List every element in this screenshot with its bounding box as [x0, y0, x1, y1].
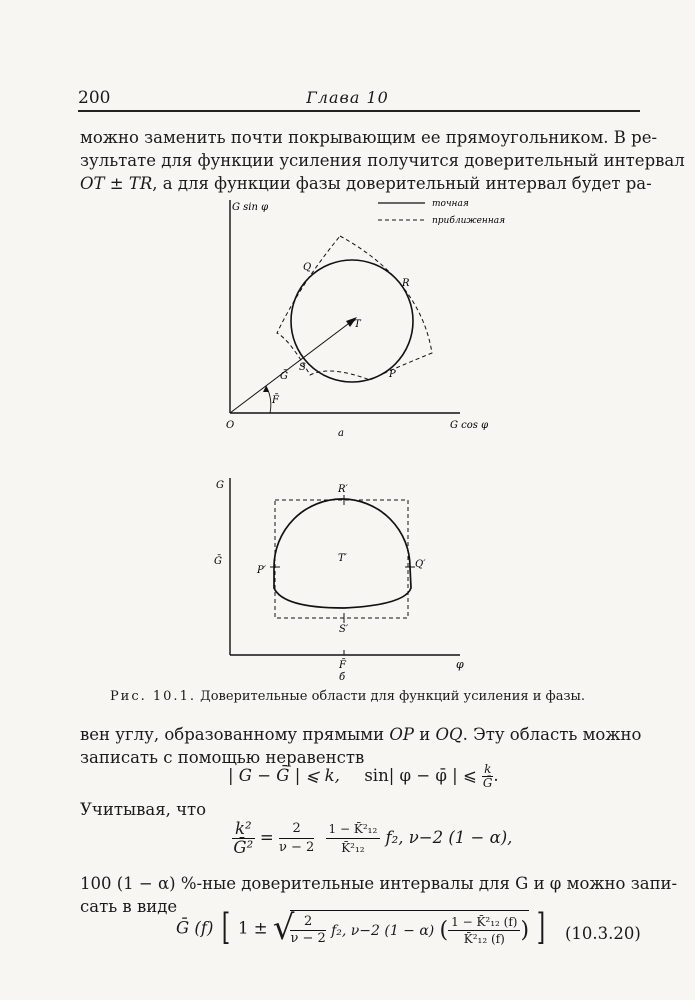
formula1-frac-den: Ḡ: [482, 776, 493, 790]
point-q-prime-label: Q′: [415, 559, 426, 570]
formula2-c-num: 2: [279, 820, 314, 839]
paragraph-top-line2: зультате для функции усиления получится доверительный интервал: [80, 151, 685, 170]
formula2-lhs-den: Ḡ²: [233, 838, 254, 857]
mid-text-a: вен углу, образованному прямыми: [80, 725, 390, 744]
formula2-tail: f₂, ν−2 (1 − α),: [385, 828, 513, 847]
considering-text: Учитывая, что: [80, 800, 207, 819]
mid-text-b: . Эту область можно: [462, 725, 642, 744]
formula3-radicand: $\frac{2}{\nu - 2}$ f₂, ν−2 (1 − α) ( $\frac{\text{1 − K̄²₁₂ (f)}}{\text{K̄²₁₂ (f)}}$ ): [290, 910, 529, 947]
point-p-prime-label: P′: [257, 565, 266, 576]
paragraph-mid-line2: записать с помощью неравенств: [80, 748, 365, 767]
g-bar-label: Ḡ: [280, 371, 288, 382]
origin-label: O: [226, 420, 235, 431]
ot-tr-math: OT ± TR: [80, 174, 153, 193]
figure-b-sublabel: б: [339, 672, 346, 683]
equation-number: (10.3.20): [565, 924, 641, 943]
legend-exact-label: точная: [432, 199, 469, 209]
formula3-lhs: Ḡ (f): [176, 918, 214, 938]
formula3-c-num: 2: [290, 914, 325, 931]
point-q-label: Q: [303, 262, 312, 273]
figure-b-g-bar: Ḡ: [214, 556, 222, 567]
legend-approx-label: приближенная: [432, 216, 506, 226]
figure-b-y-label: G: [216, 480, 224, 491]
formula2-c-den: ν − 2: [278, 840, 315, 855]
caption-prefix: Рис. 10.1.: [109, 689, 196, 704]
paragraph-top-line3-rest: , а для функции фазы доверительный интервал будет ра-: [152, 174, 652, 193]
figure-a-sublabel: а: [338, 428, 344, 439]
figure-a: [0, 190, 695, 450]
figure-b: [0, 470, 695, 690]
formula-inequalities: | G − Ḡ | ⩽ k, sin| φ − φ̄ | ⩽ $\frac{k}{\text{Ḡ}}$ .: [228, 762, 499, 790]
header-rule: [78, 110, 640, 112]
approx-region: [277, 236, 432, 380]
formula1-frac-num: k: [484, 762, 492, 776]
formula3-pm: 1 ±: [237, 918, 268, 938]
point-r-prime-label: R′: [338, 484, 348, 495]
formula-k-squared: [232, 820, 512, 857]
formula3-sqrt-sign: √: [272, 908, 295, 948]
point-r-label: R: [402, 278, 410, 289]
point-p-label: P: [389, 369, 396, 380]
chapter-title: Глава 10: [306, 88, 389, 107]
point-t-prime-label: T′: [338, 553, 347, 564]
point-s-label: S: [299, 362, 306, 373]
oq-math: OQ: [435, 725, 463, 744]
page-number: 200: [78, 88, 111, 108]
formula3-c-den: ν − 2: [290, 930, 326, 946]
formula1-part2: sin| φ − φ̄ | ⩽: [364, 766, 477, 785]
point-s-prime-label: S′: [339, 624, 349, 635]
caption-text: Доверительные области для функций усиления и фазы.: [200, 689, 586, 704]
formula3-mid: f₂, ν−2 (1 − α): [331, 922, 435, 939]
paragraph-bottom-line1: 100 (1 − α) %-ные доверительные интервалы для G и φ можно запи-: [80, 874, 678, 893]
point-t-label: T: [354, 319, 361, 330]
figure-a-y-label: G sin φ: [232, 202, 269, 213]
mid-text-and: и: [414, 725, 436, 744]
f-bar-label: F̄: [272, 395, 279, 406]
formula3-left-bracket: [: [221, 907, 230, 948]
op-math: OP: [389, 725, 415, 744]
formula2-lhs-num: k²: [232, 820, 255, 839]
formula3-k-den: K̄²₁₂ (f): [463, 931, 505, 946]
figure-a-x-label: G cos φ: [450, 420, 489, 431]
formula-confidence-interval: [176, 908, 548, 956]
formula2-k-num: 1 − K̄²₁₂: [326, 820, 381, 839]
paragraph-top-line1: можно заменить почти покрывающим ее прямоугольником. В ре-: [80, 128, 658, 147]
figure-caption: [0, 689, 695, 704]
paragraph-top: [80, 126, 685, 195]
formula1-part1: | G − Ḡ | ⩽ k,: [228, 766, 340, 785]
ray-ot: [230, 321, 352, 413]
figure-b-x-label: φ: [456, 658, 464, 671]
formula2-eq: =: [259, 828, 274, 847]
paragraph-mid-line1: [80, 723, 640, 746]
formula3-k-num: 1 − K̄²₁₂ (f): [448, 914, 520, 931]
formula3-right-bracket: ]: [537, 907, 546, 948]
figure-b-f-bar: F̄: [339, 660, 346, 671]
paragraph-bottom-line2: сать в виде: [80, 897, 178, 916]
formula2-k-den: K̄²₁₂: [341, 841, 365, 855]
